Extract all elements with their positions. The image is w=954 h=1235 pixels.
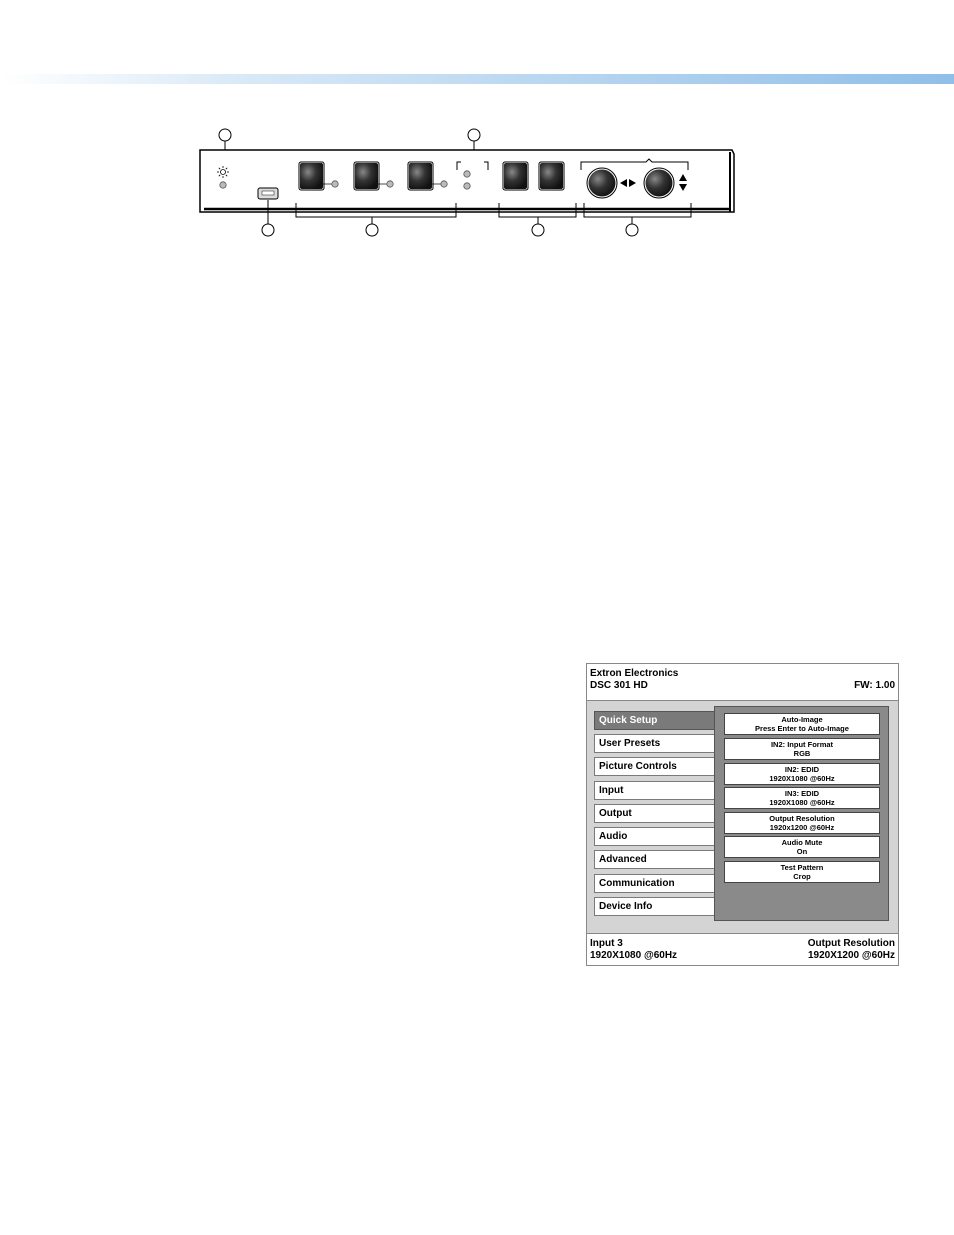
submenu-item-title: Test Pattern — [780, 863, 824, 872]
model-name: DSC 301 HD — [590, 680, 648, 691]
osd-header — [587, 664, 898, 698]
submenu-item-title: Auto-Image — [781, 715, 823, 724]
callout-circle — [366, 224, 378, 236]
menu-item-input[interactable]: Input — [594, 781, 724, 800]
submenu-item-title: Audio Mute — [781, 838, 823, 847]
enter-button[interactable] — [539, 162, 564, 190]
menu-item-quick-setup[interactable]: Quick Setup — [594, 711, 724, 730]
submenu-item-in3-edid[interactable] — [724, 787, 880, 809]
submenu-item-value: 1920X1080 @60Hz — [769, 774, 835, 783]
current-input-label: Input 3 — [590, 938, 623, 949]
menu-item-user-presets[interactable]: User Presets — [594, 734, 724, 753]
callout-circle — [532, 224, 544, 236]
submenu-item-audio-mute[interactable] — [724, 836, 880, 858]
company-name: Extron Electronics — [590, 668, 679, 679]
callout-circle — [219, 129, 231, 141]
input-led-2 — [387, 181, 393, 187]
osd-footer — [587, 936, 898, 964]
submenu-item-title: Output Resolution — [769, 814, 835, 823]
submenu-item-in2-input-format[interactable] — [724, 738, 880, 760]
submenu-item-value: 1920X1080 @60Hz — [769, 798, 835, 807]
menu-item-output[interactable]: Output — [594, 804, 724, 823]
front-panel-diagram — [190, 120, 740, 245]
vertical-adjust-knob[interactable] — [644, 168, 674, 198]
submenu-item-in2-edid[interactable] — [724, 763, 880, 785]
callout-circle — [626, 224, 638, 236]
input-button-3[interactable] — [408, 162, 433, 190]
menu-button[interactable] — [503, 162, 528, 190]
osd-body — [587, 700, 898, 934]
callout-circle — [468, 129, 480, 141]
menu-item-communication[interactable]: Communication — [594, 874, 724, 893]
submenu-item-title: IN2: EDID — [784, 765, 820, 774]
input-button-2[interactable] — [354, 162, 379, 190]
menu-item-audio[interactable]: Audio — [594, 827, 724, 846]
output-resolution-label: Output Resolution — [807, 938, 895, 949]
horizontal-adjust-knob[interactable] — [587, 168, 617, 198]
quick-setup-submenu — [714, 706, 889, 921]
menu-item-device-info[interactable]: Device Info — [594, 897, 724, 916]
header-gradient-bar — [0, 74, 954, 84]
submenu-item-value: RGB — [793, 749, 811, 758]
input-button-1[interactable] — [299, 162, 324, 190]
submenu-item-value: 1920x1200 @60Hz — [769, 823, 835, 832]
submenu-item-value: Crop — [793, 872, 811, 881]
submenu-item-test-pattern[interactable] — [724, 861, 880, 883]
submenu-item-title: IN2: Input Format — [770, 740, 834, 749]
power-led — [220, 182, 226, 188]
callout-circle — [262, 224, 274, 236]
output-resolution-value: 1920X1200 @60Hz — [807, 950, 895, 961]
signal-led-1 — [464, 171, 470, 177]
submenu-item-output-resolution[interactable] — [724, 812, 880, 834]
submenu-item-value: Press Enter to Auto-Image — [755, 724, 849, 733]
menu-item-picture-controls[interactable]: Picture Controls — [594, 757, 724, 776]
current-input-resolution: 1920X1080 @60Hz — [590, 950, 678, 961]
osd-menu-screen — [586, 663, 899, 966]
input-led-3 — [441, 181, 447, 187]
submenu-item-auto-image[interactable] — [724, 713, 880, 735]
signal-led-2 — [464, 183, 470, 189]
submenu-item-value: On — [796, 847, 808, 856]
firmware-version: FW: 1.00 — [854, 680, 895, 691]
input-led-1 — [332, 181, 338, 187]
submenu-item-title: IN3: EDID — [784, 789, 820, 798]
menu-item-advanced[interactable]: Advanced — [594, 850, 724, 869]
